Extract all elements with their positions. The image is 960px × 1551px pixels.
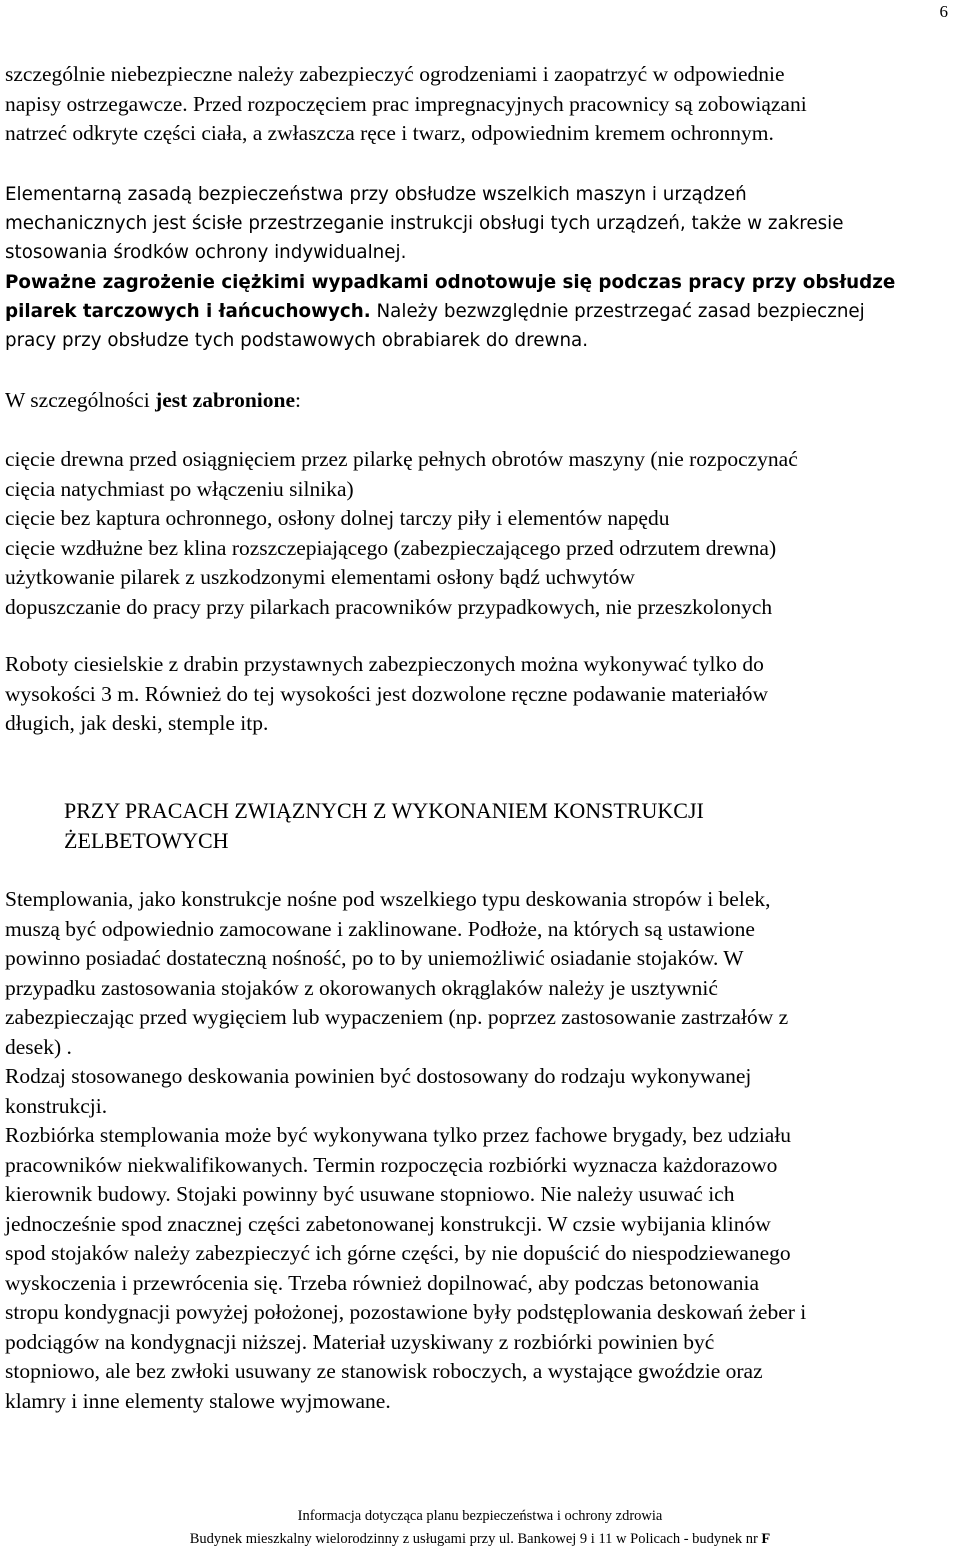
paragraph-prohibited-intro: [5, 386, 955, 416]
text-line: stosowania środków ochrony indywidualnej.: [5, 242, 407, 263]
text-line: stropu kondygnacji powyżej położonej, pozostawione były podstęplowania deskowań żeber i: [5, 1300, 807, 1324]
text-line: natrzeć odkryte części ciała, a zwłaszcza ręce i twarz, odpowiednim kremem ochronnym.: [5, 121, 774, 145]
prohibited-bold: jest zabronione: [155, 388, 296, 412]
text-line: jednocześnie spod znacznej części zabetonowanej konstrukcji. W czsie wybijania klinów: [5, 1211, 771, 1236]
text-line: Elementarną zasadą bezpieczeństwa przy obsłudze wszelkich maszyn i urządzeń: [5, 184, 747, 205]
text-line: konstrukcji.: [5, 1093, 108, 1118]
list-item: cięcia natychmiast po włączeniu silnika): [5, 476, 354, 501]
text-line: stopniowo, ale bez zwłoki usuwany ze stanowisk roboczych, a wystające gwoździe oraz: [5, 1359, 763, 1383]
list-item: dopuszczanie do pracy przy pilarkach pracowników przypadkowych, nie przeszkolonych: [5, 594, 773, 619]
building-letter: F: [761, 1531, 771, 1547]
text-line: Rodzaj stosowanego deskowania powinien być dostosowany do rodzaju wykonywanej: [5, 1064, 752, 1088]
paragraph-carpentry: [5, 650, 955, 739]
footer-title: Informacja dotycząca planu bezpieczeństwa i ochrony zdrowia: [297, 1508, 663, 1524]
text-line: muszą być odpowiednio zamocowane i zaklinowane. Podłoże, na których są ustawione: [5, 916, 755, 941]
text-line: klamry i inne elementy stalowe wyjmowane.: [5, 1388, 391, 1413]
hazard-warning-bold: Poważne zagrożenie ciężkimi wypadkami odnotowuje się podczas pracy przy obsłudze: [5, 272, 896, 293]
section-heading: [64, 796, 704, 856]
paragraph-machine-safety: [5, 180, 955, 267]
prohibited-list: [5, 445, 955, 622]
text-line: Roboty ciesielskie z drabin przystawnych zabezpieczonych można wykonywać tylko do: [5, 652, 764, 676]
text-line: powinno posiadać dostateczną nośność, po to by uniemożliwić osiadanie stojaków. W: [5, 946, 744, 970]
text-line: spod stojaków należy zabezpieczyć ich górne części, by nie dopuścić do niespodziewanego: [5, 1241, 791, 1265]
text-line: kierownik budowy. Stojaki powinny być usuwane stopniowo. Nie należy usuwać ich: [5, 1182, 735, 1206]
paragraph-shoring: [5, 885, 955, 1416]
text-line: przypadku zastosowania stojaków z okorowanych okrąglaków należy je usztywnić: [5, 975, 718, 1000]
text-line: pracy przy obsłudze tych podstawowych obrabiarek do drewna.: [5, 330, 589, 351]
hazard-warning-bold: pilarek tarczowych i łańcuchowych.: [5, 301, 371, 322]
text-line: podciągów na kondygnacji niższej. Materiał uzyskiwany z rozbiórki powinien być: [5, 1329, 715, 1354]
text-line: napisy ostrzegawcze. Przed rozpoczęciem prac impregnacyjnych pracownicy są zobowiązani: [5, 91, 807, 116]
text-fragment: W szczególności: [5, 388, 156, 412]
list-item: cięcie drewna przed osiągnięciem przez pilarkę pełnych obrotów maszyny (nie rozpoczynać: [5, 447, 798, 471]
list-item: użytkowanie pilarek z uszkodzonymi elementami osłony bądź uchwytów: [5, 565, 635, 589]
paragraph-saw-hazard: [5, 268, 955, 355]
text-line: wysokości 3 m. Również do tej wysokości jest dozwolone ręczne podawanie materiałów: [5, 681, 769, 706]
text-line: Rozbiórka stemplowania może być wykonywana tylko przez fachowe brygady, bez udziału: [5, 1123, 792, 1147]
list-item: cięcie wzdłużne bez klina rozszczepiającego (zabezpieczającego przed odrzutem drewna): [5, 535, 777, 560]
text-line: szczególnie niebezpieczne należy zabezpieczyć ogrodzeniami i zaopatrzyć w odpowiednie: [5, 62, 785, 86]
page-footer: [0, 1505, 960, 1551]
list-item: cięcie bez kaptura ochronnego, osłony dolnej tarczy piły i elementów napędu: [5, 506, 670, 530]
text-line: zabezpieczając przed wygięciem lub wypaczeniem (np. poprzez zastosowanie zastrzałów z: [5, 1005, 789, 1029]
text-fragment: Budynek mieszkalny wielorodzinny z usługami przy ul. Bankowej 9 i 11 w Policach - budynek nr: [189, 1531, 762, 1547]
text-fragment: :: [295, 388, 301, 412]
heading-line: PRZY PRACACH ZWIĄZNYCH Z WYKONANIEM KONSTRUKCJI: [64, 798, 704, 823]
text-fragment: Należy bezwzględnie przestrzegać zasad bezpiecznej: [370, 301, 865, 322]
text-line: długich, jak deski, stemple itp.: [5, 711, 269, 735]
text-line: [5, 297, 955, 326]
heading-line: ŻELBETOWYCH: [64, 828, 229, 853]
paragraph-intro: [5, 60, 955, 149]
page-number: 6: [939, 2, 948, 21]
footer-building: [0, 1528, 960, 1551]
text-line: mechanicznych jest ścisłe przestrzeganie instrukcji obsługi tych urządzeń, także w zakresie: [5, 213, 844, 234]
text-line: [5, 268, 955, 297]
text-line: wyskoczenia i przewrócenia się. Trzeba również dopilnować, aby podczas betonowania: [5, 1270, 760, 1295]
text-line: Stemplowania, jako konstrukcje nośne pod wszelkiego typu deskowania stropów i belek,: [5, 887, 771, 911]
text-line: desek) .: [5, 1034, 72, 1059]
text-line: [5, 386, 955, 416]
text-line: pracowników niekwalifikowanych. Termin rozpoczęcia rozbiórki wyznacza każdorazowo: [5, 1152, 778, 1177]
